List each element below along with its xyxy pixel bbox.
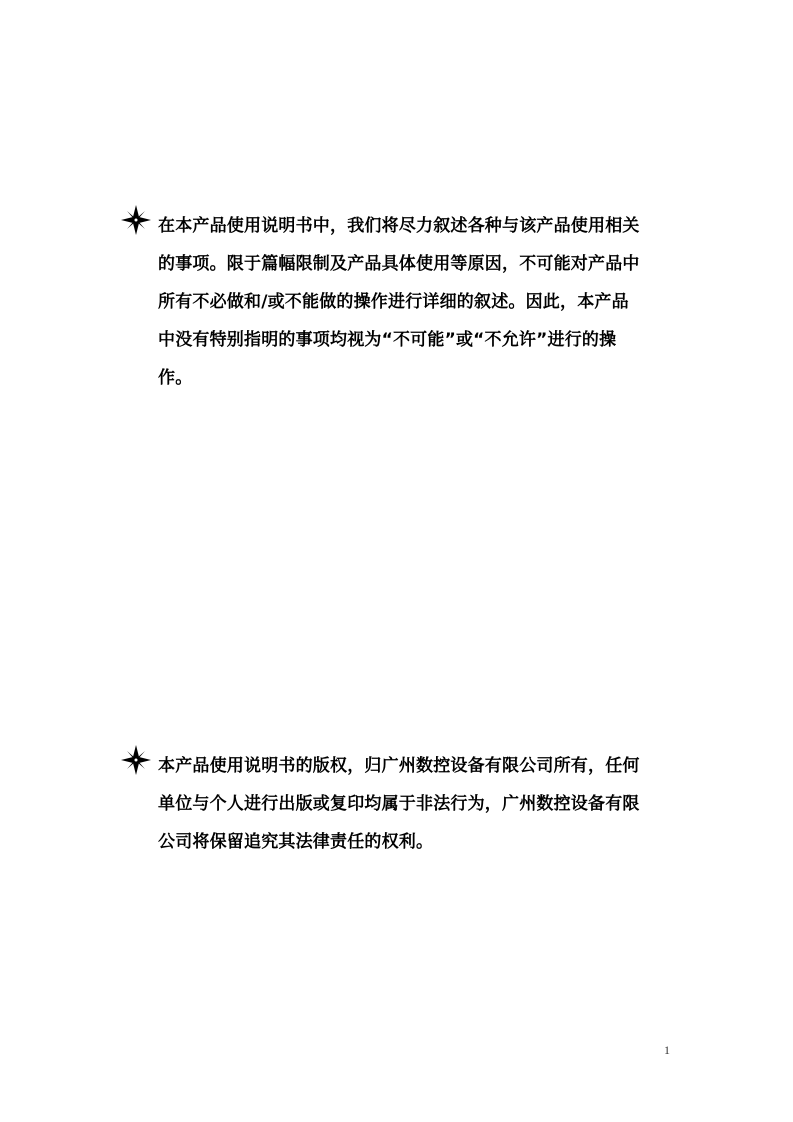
compass-star-icon (118, 744, 154, 776)
compass-star-icon (118, 204, 154, 236)
page-number: 1 (664, 1043, 670, 1057)
notice-1-line-3: 所有不必做和/或不能做的操作进行详细的叙述。因此，本产品 (158, 292, 629, 312)
notice-2-line-3: 公司将保留追究其法律责任的权利。 (158, 832, 434, 852)
notice-1-line-5: 作。 (158, 368, 193, 388)
notice-1-line-4: 中没有特别指明的事项均视为“不可能”或“不允许”进行的操 (158, 330, 617, 350)
notice-1-line-1: 在本产品使用说明书中，我们将尽力叙述各种与该产品使用相关 (158, 216, 640, 236)
notice-1-line-2: 的事项。限于篇幅限制及产品具体使用等原因，不可能对产品中 (158, 254, 640, 274)
notice-2-line-2: 单位与个人进行出版或复印均属于非法行为，广州数控设备有限 (158, 794, 640, 814)
notice-2-line-1: 本产品使用说明书的版权，归广州数控设备有限公司所有，任何 (158, 756, 640, 776)
